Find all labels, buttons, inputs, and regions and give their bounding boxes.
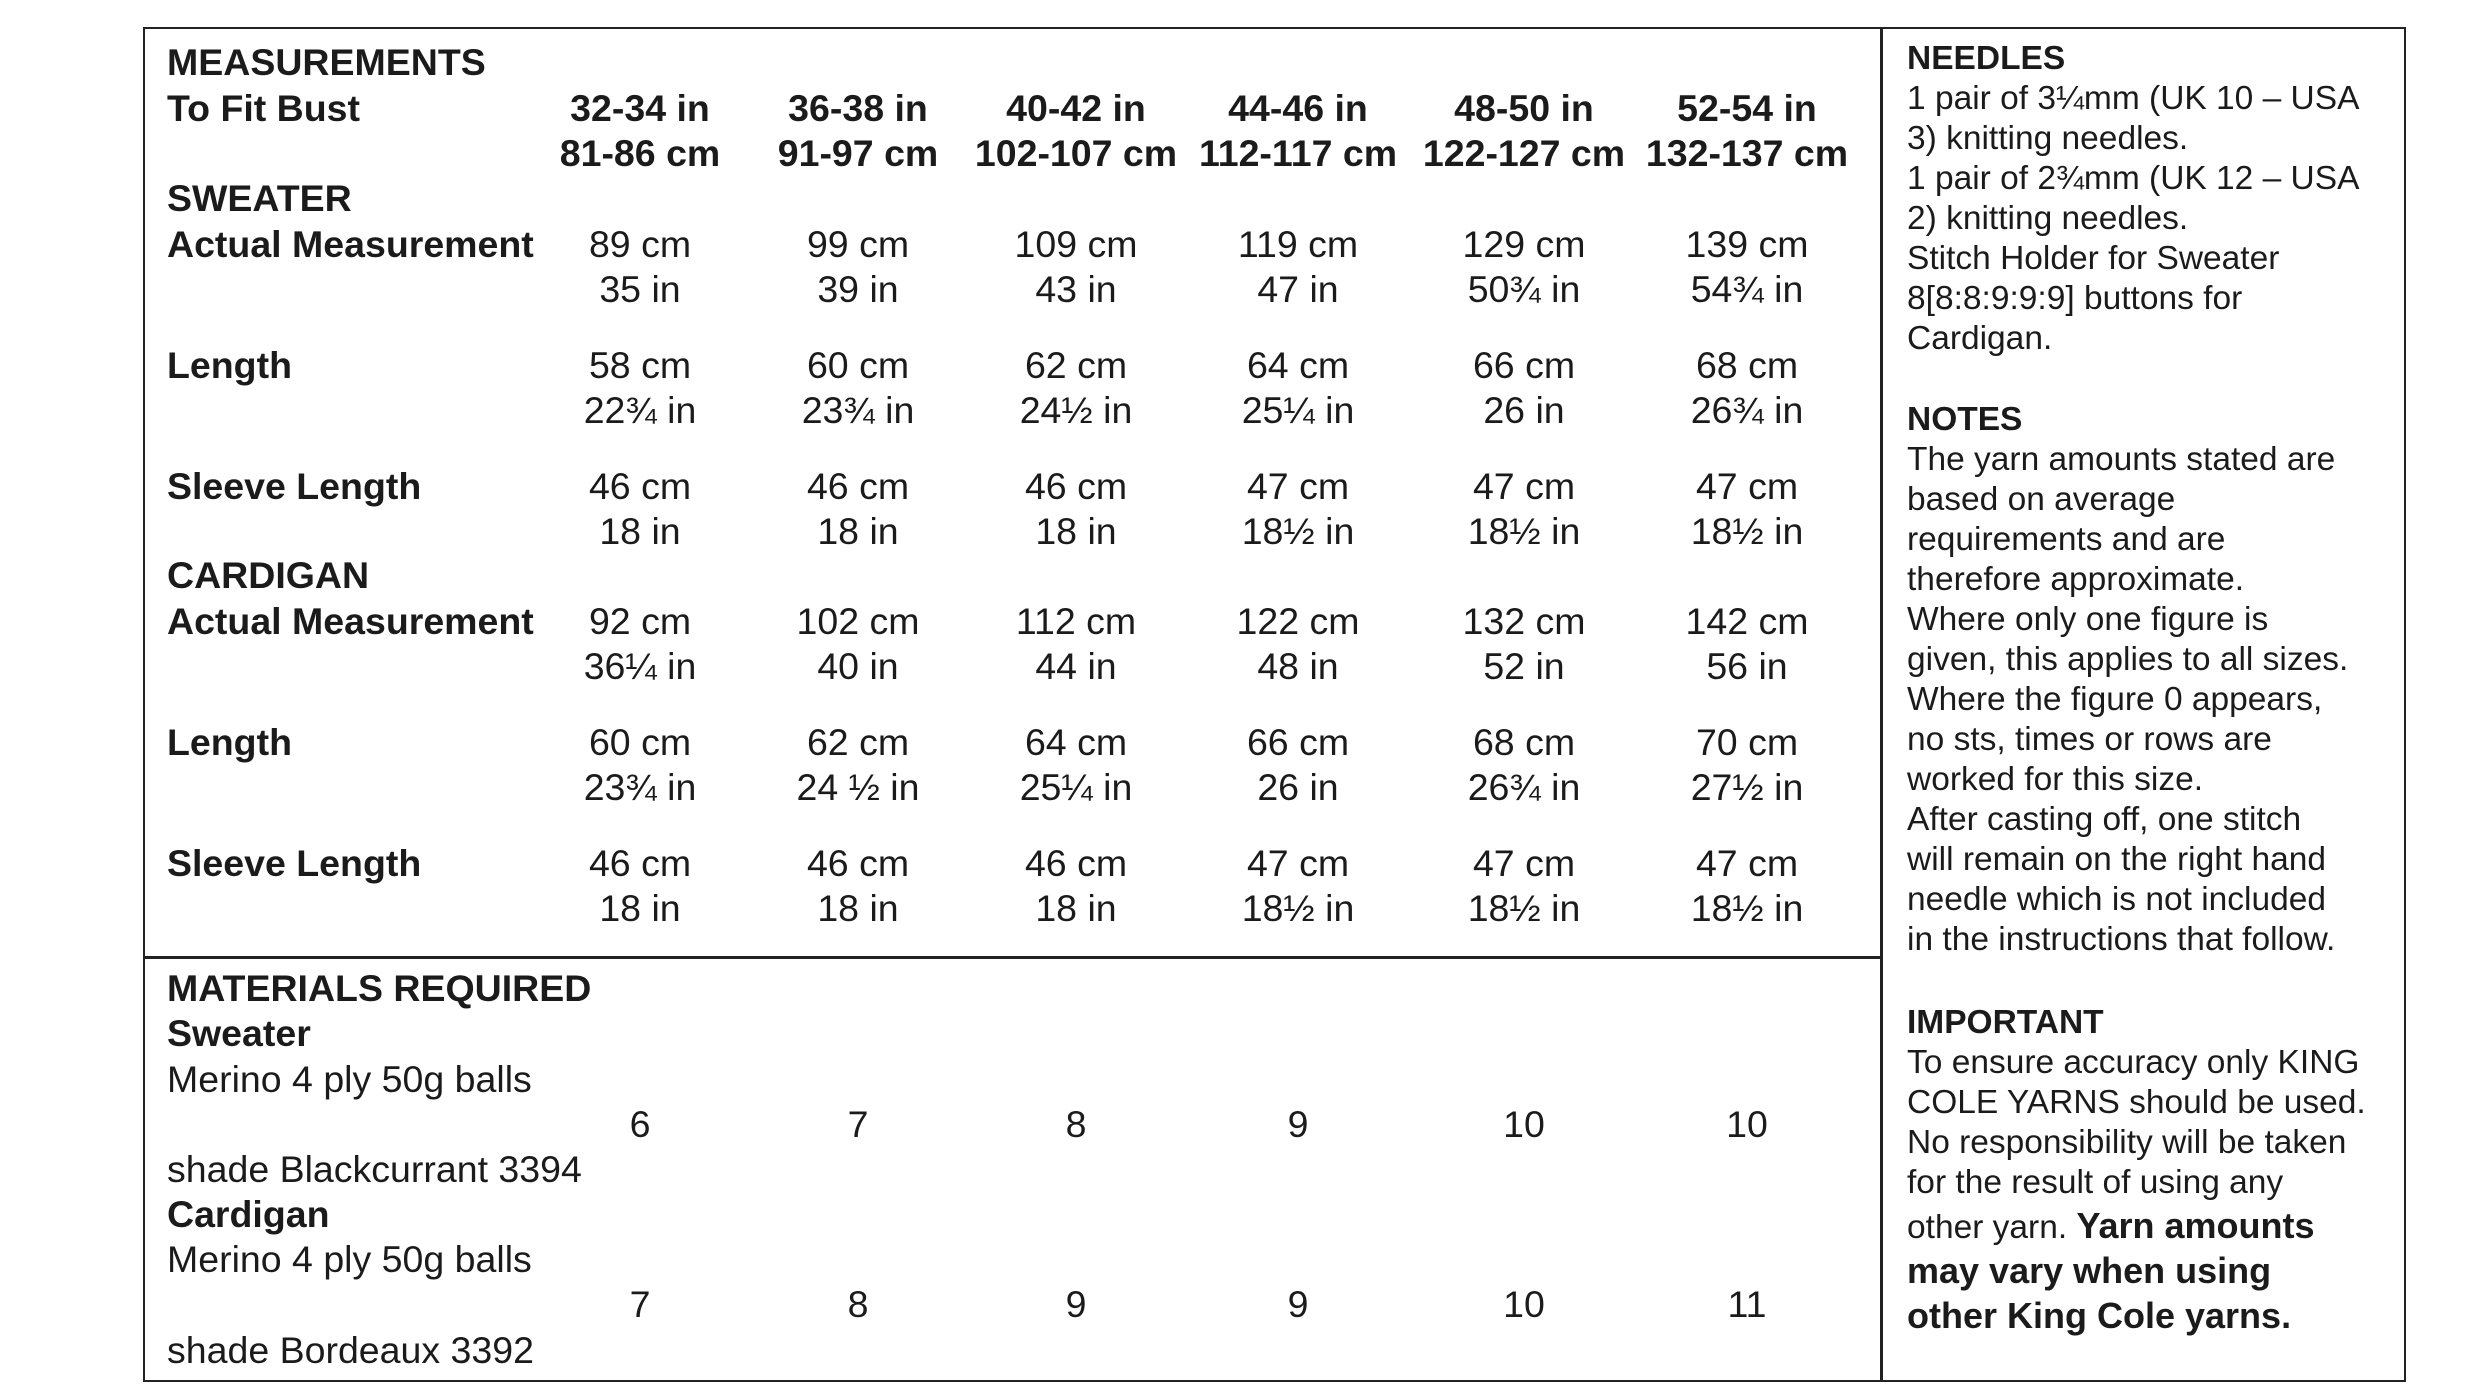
value-cm: 46 cm — [806, 842, 910, 884]
value-cm: 64 cm — [1246, 344, 1350, 386]
needles-line: Cardigan. — [1907, 320, 2053, 357]
to-fit-bust-label: To Fit Bust — [167, 87, 361, 129]
notes-line: Where the figure 0 appears, — [1907, 681, 2323, 718]
material-yarn: Merino 4 ply 50g balls — [167, 1058, 532, 1100]
notes-line: given, this applies to all sizes. — [1907, 641, 2349, 678]
size-inches: 32-34 in — [570, 87, 710, 129]
needles-line: 3) knitting needles. — [1907, 120, 2189, 157]
important-warning: may vary when using — [1907, 1250, 2272, 1291]
value-cm: 46 cm — [806, 465, 910, 507]
notes-line: in the instructions that follow. — [1907, 921, 2336, 958]
notes-heading: NOTES — [1907, 401, 2023, 438]
value-in: 18 in — [599, 887, 681, 929]
value-cm: 58 cm — [588, 344, 692, 386]
value-in: 39 in — [817, 268, 899, 310]
measurements-heading: MEASUREMENTS — [167, 41, 486, 83]
value-cm: 66 cm — [1472, 344, 1576, 386]
material-balls: 8 — [847, 1283, 869, 1325]
important-heading: IMPORTANT — [1907, 1004, 2104, 1041]
notes-line: The yarn amounts stated are — [1907, 441, 2336, 478]
important-warning: Yarn amounts — [2076, 1205, 2315, 1246]
notes-line: based on average — [1907, 481, 2176, 518]
value-in: 52 in — [1483, 645, 1565, 687]
notes-line: will remain on the right hand — [1907, 841, 2326, 878]
sweater-heading: SWEATER — [167, 177, 352, 219]
size-cm: 81-86 cm — [559, 132, 721, 174]
value-in: 18 in — [817, 510, 899, 552]
cardigan-row-label: Length — [167, 721, 292, 763]
value-in: 22¾ in — [583, 389, 697, 431]
size-cm: 112-117 cm — [1198, 132, 1398, 174]
notes-line: worked for this size. — [1907, 761, 2204, 798]
column-divider — [1880, 27, 1883, 1381]
value-in: 18 in — [1035, 510, 1117, 552]
value-in: 35 in — [599, 268, 681, 310]
value-in: 26 in — [1257, 766, 1339, 808]
materials-heading: MATERIALS REQUIRED — [167, 967, 592, 1009]
needles-heading: NEEDLES — [1907, 40, 2066, 77]
sweater-row-label: Length — [167, 344, 292, 386]
value-in: 23¾ in — [583, 766, 697, 808]
value-cm: 89 cm — [588, 223, 692, 265]
value-in: 18½ in — [1690, 887, 1804, 929]
cardigan-heading: CARDIGAN — [167, 554, 370, 596]
important-line: COLE YARNS should be used. — [1907, 1084, 2366, 1121]
value-cm: 47 cm — [1472, 465, 1576, 507]
value-in: 23¾ in — [801, 389, 915, 431]
material-shade: shade Bordeaux 3392 — [167, 1329, 534, 1371]
value-in: 18½ in — [1241, 510, 1355, 552]
material-balls: 10 — [1503, 1283, 1545, 1325]
notes-line: needle which is not included — [1907, 881, 2327, 918]
material-shade: shade Blackcurrant 3394 — [167, 1148, 582, 1190]
value-cm: 47 cm — [1472, 842, 1576, 884]
material-name: Sweater — [167, 1012, 311, 1054]
cardigan-row-label: Sleeve Length — [167, 842, 422, 884]
sweater-row-label: Sleeve Length — [167, 465, 422, 507]
cardigan-row-label: Actual Measurement — [167, 600, 534, 642]
value-cm: 68 cm — [1695, 344, 1799, 386]
value-cm: 119 cm — [1237, 223, 1359, 265]
value-cm: 142 cm — [1685, 600, 1809, 642]
value-cm: 47 cm — [1695, 465, 1799, 507]
value-in: 26¾ in — [1467, 766, 1581, 808]
value-in: 24½ in — [1019, 389, 1133, 431]
notes-line: Where only one figure is — [1907, 601, 2269, 638]
notes-line: After casting off, one stitch — [1907, 801, 2302, 838]
value-cm: 68 cm — [1472, 721, 1576, 763]
notes-line: no sts, times or rows are — [1907, 721, 2272, 758]
size-cm: 132-137 cm — [1645, 132, 1849, 174]
value-in: 18½ in — [1241, 887, 1355, 929]
section-divider — [143, 956, 1883, 959]
important-line: To ensure accuracy only KING — [1907, 1044, 2360, 1081]
value-cm: 62 cm — [806, 721, 910, 763]
material-balls: 9 — [1287, 1103, 1309, 1145]
size-cm: 91-97 cm — [777, 132, 939, 174]
value-cm: 64 cm — [1024, 721, 1128, 763]
needles-line: 1 pair of 3¼mm (UK 10 – USA — [1907, 80, 2360, 117]
value-in: 43 in — [1035, 268, 1117, 310]
material-balls: 7 — [847, 1103, 869, 1145]
needles-line: 1 pair of 2¾mm (UK 12 – USA — [1907, 160, 2360, 197]
value-cm: 47 cm — [1695, 842, 1799, 884]
size-inches: 44-46 in — [1228, 87, 1368, 129]
value-cm: 112 cm — [1015, 600, 1137, 642]
value-in: 50¾ in — [1467, 268, 1581, 310]
value-in: 36¼ in — [583, 645, 697, 687]
value-cm: 92 cm — [588, 600, 692, 642]
value-in: 18½ in — [1467, 887, 1581, 929]
value-cm: 47 cm — [1246, 465, 1350, 507]
size-inches: 48-50 in — [1454, 87, 1594, 129]
value-in: 25¼ in — [1019, 766, 1133, 808]
value-in: 40 in — [817, 645, 899, 687]
material-balls: 11 — [1727, 1283, 1767, 1325]
value-in: 18½ in — [1690, 510, 1804, 552]
value-cm: 46 cm — [588, 465, 692, 507]
notes-line: requirements and are — [1907, 521, 2226, 558]
important-line: No responsibility will be taken — [1907, 1124, 2347, 1161]
important-warning: other King Cole yarns. — [1907, 1295, 2292, 1336]
value-cm: 109 cm — [1014, 223, 1138, 265]
value-in: 48 in — [1257, 645, 1339, 687]
value-in: 25¼ in — [1241, 389, 1355, 431]
material-balls: 9 — [1065, 1283, 1087, 1325]
value-cm: 102 cm — [796, 600, 920, 642]
value-in: 56 in — [1706, 645, 1788, 687]
value-in: 18 in — [599, 510, 681, 552]
value-cm: 129 cm — [1462, 223, 1586, 265]
material-balls: 10 — [1503, 1103, 1545, 1145]
value-cm: 62 cm — [1024, 344, 1128, 386]
material-balls: 9 — [1287, 1283, 1309, 1325]
size-cm: 122-127 cm — [1422, 132, 1626, 174]
size-inches: 36-38 in — [788, 87, 928, 129]
value-cm: 46 cm — [1024, 842, 1128, 884]
value-cm: 46 cm — [588, 842, 692, 884]
value-cm: 139 cm — [1685, 223, 1809, 265]
size-cm: 102-107 cm — [974, 132, 1178, 174]
sweater-row-label: Actual Measurement — [167, 223, 534, 265]
value-in: 47 in — [1257, 268, 1339, 310]
material-balls: 6 — [629, 1103, 651, 1145]
value-in: 18 in — [817, 887, 899, 929]
value-cm: 99 cm — [806, 223, 910, 265]
value-in: 44 in — [1035, 645, 1117, 687]
value-cm: 60 cm — [588, 721, 692, 763]
value-cm: 70 cm — [1695, 721, 1799, 763]
size-inches: 52-54 in — [1677, 87, 1817, 129]
needles-line: 2) knitting needles. — [1907, 200, 2189, 237]
important-text: other yarn. — [1907, 1209, 2077, 1246]
value-in: 54¾ in — [1690, 268, 1804, 310]
material-name: Cardigan — [167, 1193, 330, 1235]
value-in: 26 in — [1483, 389, 1565, 431]
value-cm: 46 cm — [1024, 465, 1128, 507]
value-cm: 66 cm — [1246, 721, 1350, 763]
material-yarn: Merino 4 ply 50g balls — [167, 1238, 532, 1280]
material-balls: 10 — [1726, 1103, 1768, 1145]
material-balls: 7 — [629, 1283, 651, 1325]
value-in: 18½ in — [1467, 510, 1581, 552]
notes-line: therefore approximate. — [1907, 561, 2245, 598]
needles-line: 8[8:8:9:9:9] buttons for — [1907, 280, 2243, 317]
material-balls: 8 — [1065, 1103, 1087, 1145]
value-in: 27½ in — [1690, 766, 1804, 808]
value-in: 24 ½ in — [796, 766, 920, 808]
important-line — [1907, 1206, 2315, 1248]
value-cm: 122 cm — [1236, 600, 1360, 642]
important-line: for the result of using any — [1907, 1164, 2284, 1201]
size-inches: 40-42 in — [1006, 87, 1146, 129]
needles-line: Stitch Holder for Sweater — [1907, 240, 2280, 277]
value-in: 18 in — [1035, 887, 1117, 929]
value-cm: 132 cm — [1462, 600, 1586, 642]
value-in: 26¾ in — [1690, 389, 1804, 431]
value-cm: 60 cm — [806, 344, 910, 386]
value-cm: 47 cm — [1246, 842, 1350, 884]
